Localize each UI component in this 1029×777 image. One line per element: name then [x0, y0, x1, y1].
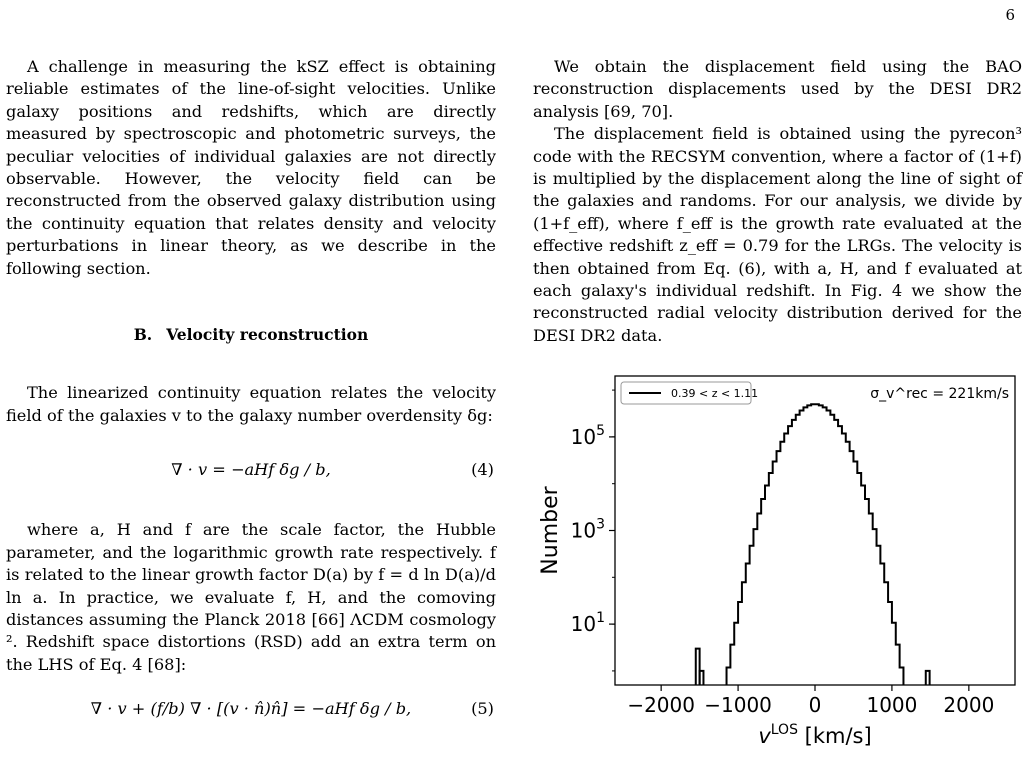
histogram-series-line	[727, 404, 904, 685]
equation-4-tag: (4)	[471, 460, 494, 480]
histogram-outlier-bar	[700, 671, 704, 685]
velocity-histogram	[535, 374, 1029, 773]
legend-label: 0.39 < z < 1.11	[671, 387, 759, 400]
y-tick-label: $10^1$	[570, 610, 605, 637]
section-heading	[6, 324, 496, 346]
page-number: 6	[1005, 6, 1015, 24]
y-tick-label: $10^3$	[570, 516, 605, 543]
x-axis-label: $v^{LOS}$ [km/s]	[758, 722, 872, 748]
left-column	[6, 56, 496, 758]
section-number: B.	[133, 325, 153, 345]
x-tick-label: −1000	[704, 693, 772, 717]
intro-paragraph: A challenge in measuring the kSZ effect is obtaining reliable estimates of the line-of-sight velocities. Unlike galaxy positions and redshifts, which are directly measured by spectroscopic and photometric surveys, the peculiar velocities of individual galaxies are not directly observable. However, the velocity field can be reconstructed from the observed galaxy distribution using the continuity equation that relates density and velocity perturbations in linear theory, as we describe in the following section.	[6, 57, 496, 278]
right-column	[533, 56, 1022, 347]
sigma-annotation: σ_v^rec = 221km/s	[870, 386, 1009, 402]
pyrecon-paragraph: The displacement field is obtained using the pyrecon³ code with the RECSYM convention, where a factor of (1+f) is multiplied by the displacement along the line of sight of the galaxies and randoms. For our analysis, we divide by (1+f_eff), where f_eff is the growth rate evaluated at the effective redshift z_eff = 0.79 for the LRGs. The velocity is then obtained from Eq. (6), with a, H, and f evaluated at each galaxy's individual redshift. In Fig. 4 we show the reconstructed radial velocity distribution derived for the DESI DR2 data.	[533, 124, 1022, 345]
equation-4-body: ∇ · v = −aHf δg / b,	[171, 460, 331, 480]
equation-4	[6, 451, 496, 495]
x-tick-label: 0	[808, 693, 822, 717]
x-tick-label: 2000	[943, 693, 995, 717]
x-tick-label: 1000	[866, 693, 918, 717]
equation-5-body: ∇ · v + (f/b) ∇ · [(v · n̂)n̂] = −aHf δg / b,	[90, 699, 412, 719]
continuity-paragraph: The linearized continuity equation relates the velocity field of the galaxies v to the galaxy number overdensity δg:	[6, 383, 496, 425]
displacement-paragraph: We obtain the displacement field using the BAO reconstruction displacements used by the DESI DR2 analysis [69, 70].	[533, 57, 1022, 121]
plot-frame	[615, 376, 1015, 685]
equation-5-tag: (5)	[471, 699, 494, 719]
section-title: Velocity reconstruction	[166, 325, 369, 345]
equation-5	[6, 690, 496, 734]
histogram-outlier-bar	[926, 671, 930, 685]
velocity-histogram-figure	[535, 374, 1029, 773]
parameters-paragraph: where a, H and f are the scale factor, the Hubble parameter, and the logarithmic growth rate respectively. f is related to the linear growth factor D(a) by f = d ln D(a)/d ln a. In practice, we evaluate f, H, and the comoving distances assuming the Planck 2018 [66] ΛCDM cosmology ². Redshift space distortions (RSD) add an extra term on the LHS of Eq. 4 [68]:	[6, 520, 496, 674]
x-tick-label: −2000	[627, 693, 695, 717]
y-tick-label: $10^5$	[570, 422, 605, 449]
y-axis-label: Number	[538, 486, 563, 575]
